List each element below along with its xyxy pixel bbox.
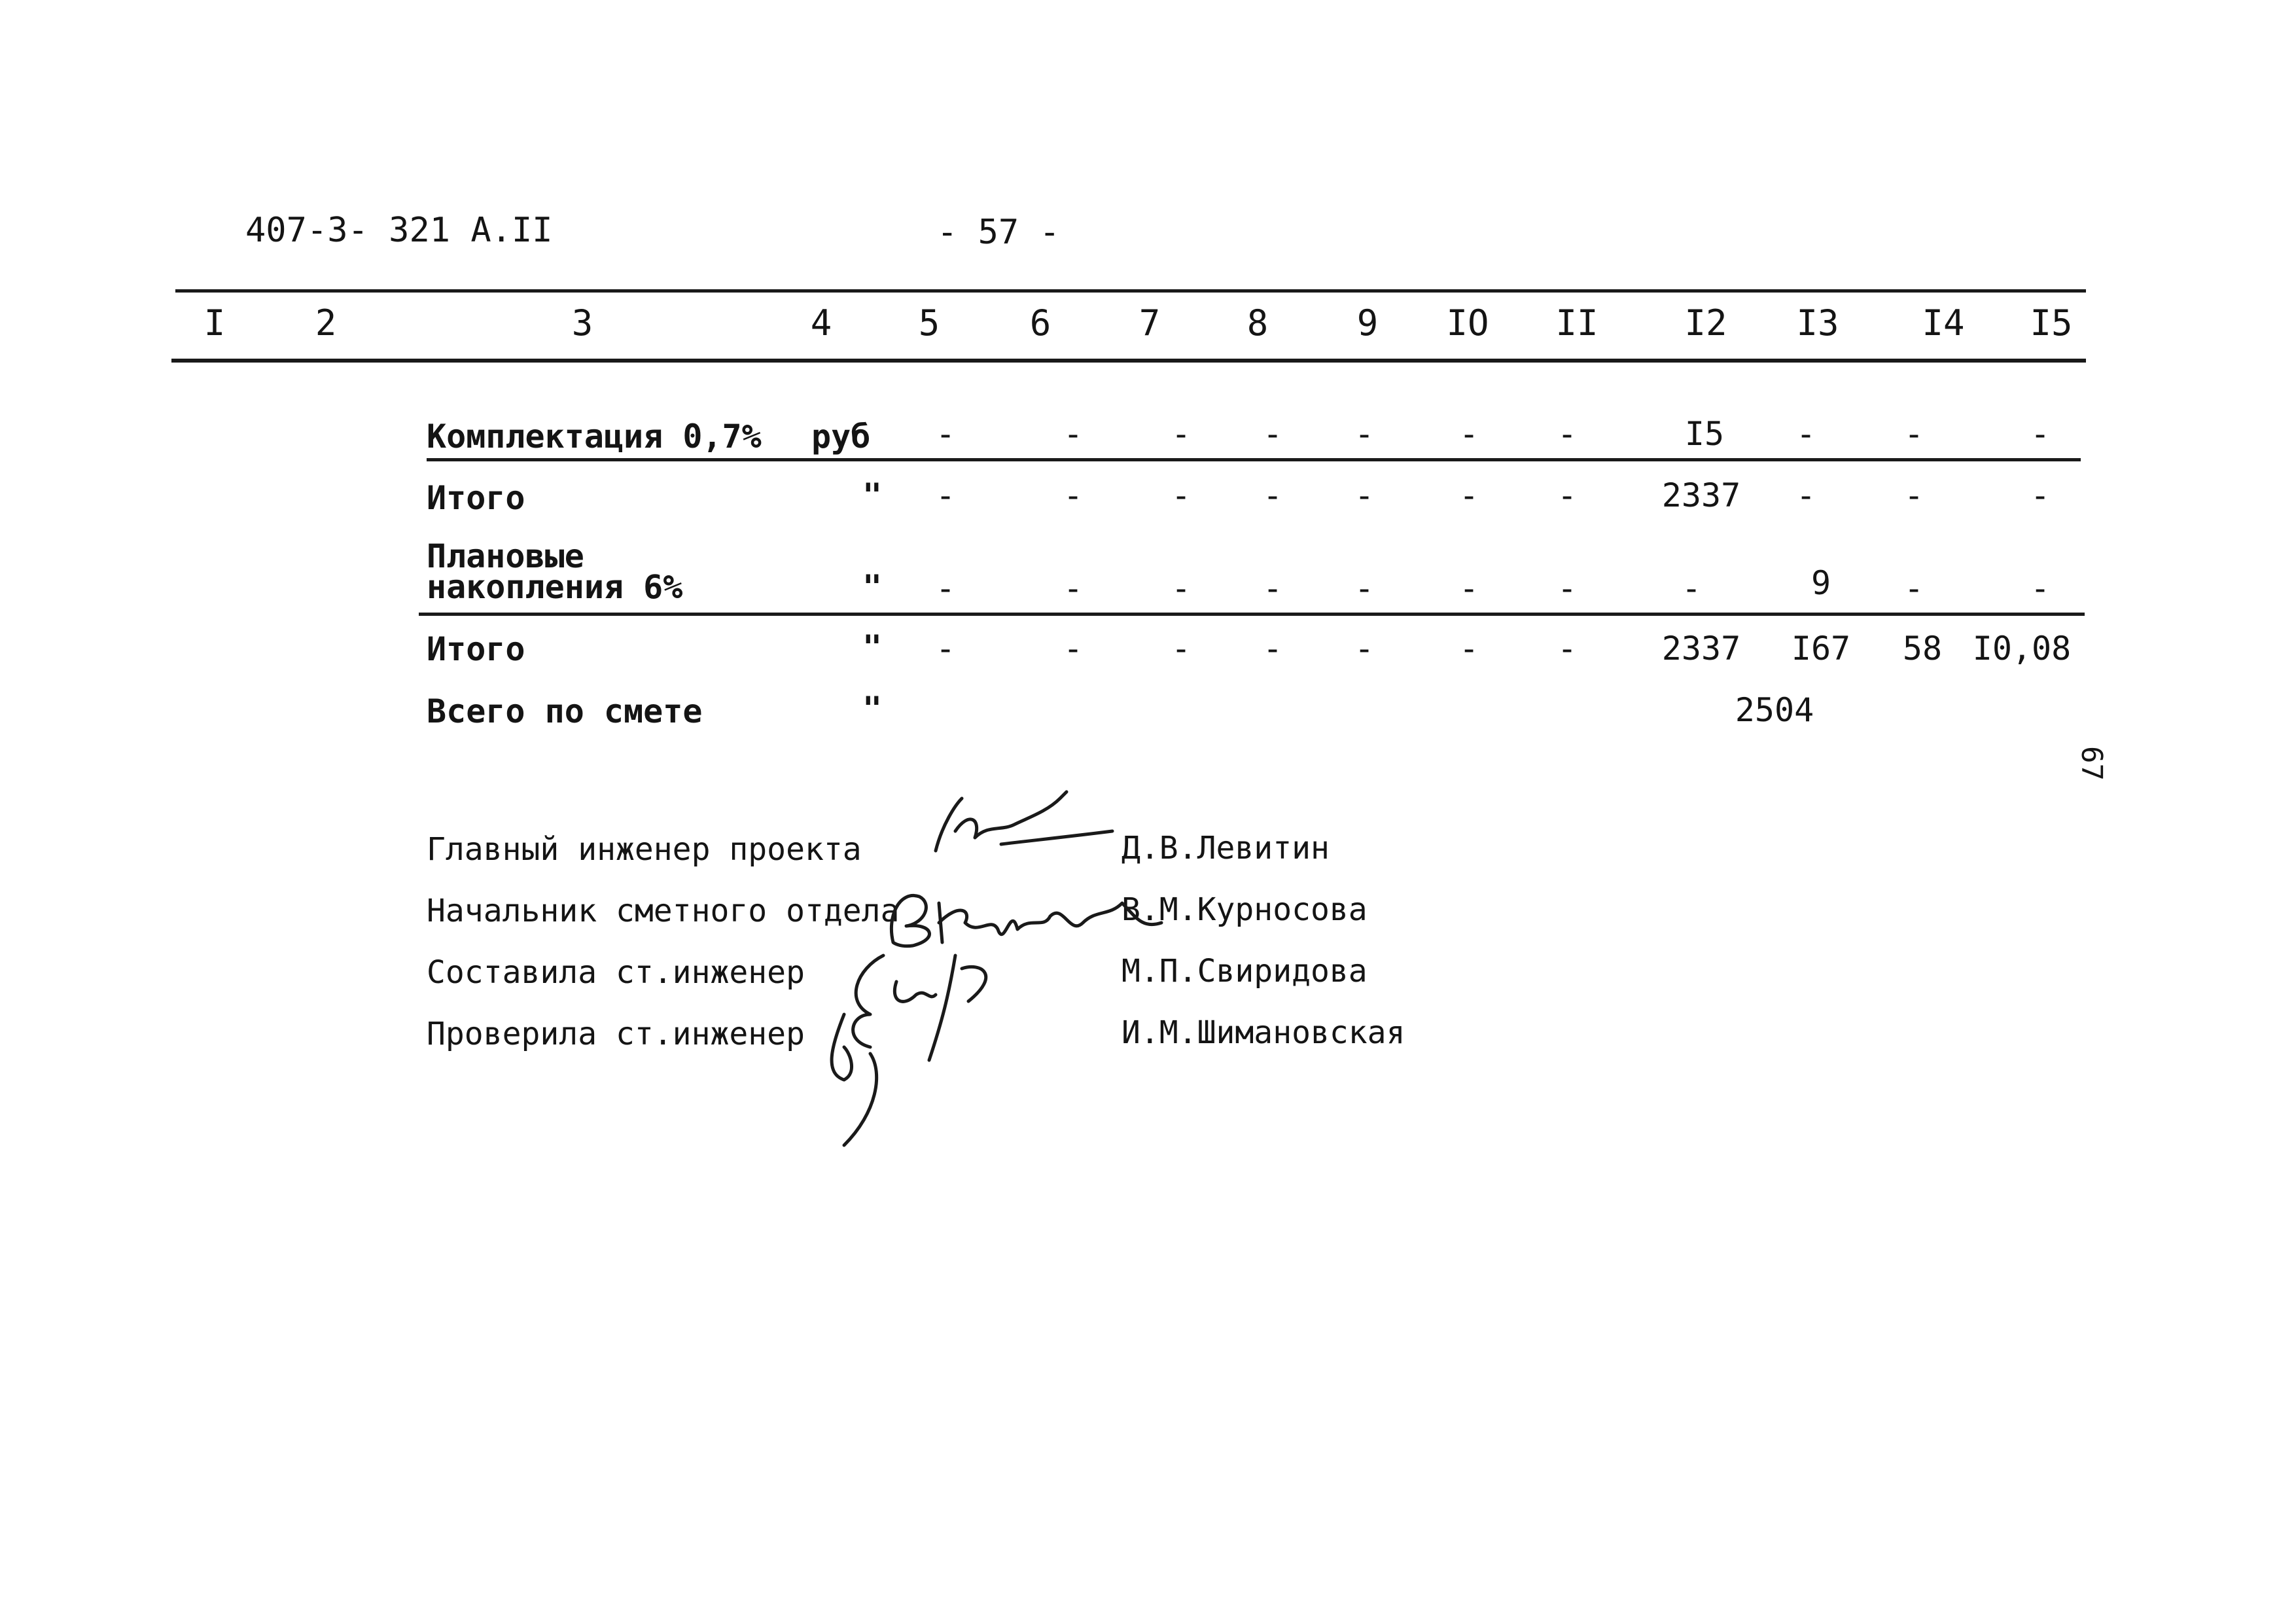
- table-cell: -: [1903, 476, 1924, 514]
- signature-name: Д.В.Левитин: [1122, 830, 1330, 866]
- table-cell: -: [1458, 569, 1479, 607]
- table-cell: I5: [1684, 415, 1725, 453]
- table-cell: -: [1354, 476, 1375, 514]
- column-number: I2: [1684, 302, 1727, 344]
- column-number: I3: [1796, 302, 1839, 344]
- table-cell: -: [1903, 415, 1924, 453]
- column-number: I4: [1922, 302, 1965, 344]
- table-cell: -: [1557, 630, 1578, 668]
- handwritten-signature: [805, 942, 1034, 1139]
- signature-title: Составила ст.инженер: [427, 954, 805, 991]
- signature-name: М.П.Свиридова: [1122, 953, 1368, 990]
- table-cell: -: [1458, 630, 1479, 668]
- row-unit: руб: [811, 418, 871, 455]
- row-unit: ": [862, 476, 883, 514]
- column-number: II: [1555, 302, 1598, 344]
- signature-title: Проверила ст.инженер: [427, 1016, 805, 1052]
- row-label: Плановые: [427, 537, 584, 575]
- table-cell: 9: [1810, 564, 1831, 602]
- table-cell: -: [935, 415, 956, 453]
- table-cell: -: [1354, 569, 1375, 607]
- table-cell: -: [1262, 476, 1283, 514]
- column-number: 9: [1356, 302, 1379, 344]
- table-cell: -: [1557, 569, 1578, 607]
- column-number: 7: [1139, 302, 1161, 344]
- table-cell: -: [1903, 569, 1924, 607]
- table-cell: -: [1063, 476, 1084, 514]
- table-cell: -: [1458, 415, 1479, 453]
- margin-note: 67: [2075, 746, 2108, 781]
- row-rule: [427, 458, 2081, 461]
- row-unit: ": [862, 690, 883, 728]
- signature-name: И.М.Шимановская: [1122, 1014, 1405, 1051]
- column-number: I: [203, 302, 226, 344]
- row-label: Комплектация 0,7%: [427, 418, 762, 455]
- table-cell: -: [1795, 415, 1816, 453]
- column-number: 4: [810, 302, 832, 344]
- row-label: накопления 6%: [427, 568, 683, 606]
- column-number: I5: [2030, 302, 2073, 344]
- row-label: Итого: [427, 479, 525, 517]
- table-cell: -: [1063, 569, 1084, 607]
- table-cell: -: [2030, 476, 2051, 514]
- page-number: - 57 -: [937, 213, 1060, 252]
- row-unit: ": [862, 568, 883, 606]
- table-cell: -: [1171, 630, 1192, 668]
- row-rule: [419, 613, 2085, 616]
- table-cell: I67: [1791, 630, 1851, 668]
- row-label: Всего по смете: [427, 692, 703, 730]
- signature-title: Начальник сметного отдела: [427, 893, 900, 929]
- table-cell: -: [1171, 569, 1192, 607]
- table-cell: 58: [1902, 630, 1943, 668]
- grand-total: 2504: [1735, 691, 1814, 729]
- table-cell: -: [935, 569, 956, 607]
- table-cell: -: [1681, 569, 1702, 607]
- table-cell: -: [1262, 415, 1283, 453]
- row-unit: ": [862, 628, 883, 666]
- table-cell: -: [1171, 415, 1192, 453]
- table-cell: -: [935, 476, 956, 514]
- table-header-bottom-rule: [171, 359, 2086, 363]
- table-cell: -: [1458, 476, 1479, 514]
- table-cell: -: [2030, 415, 2051, 453]
- table-cell: -: [1262, 569, 1283, 607]
- table-cell: -: [1262, 630, 1283, 668]
- table-cell: -: [1063, 630, 1084, 668]
- table-cell: -: [1354, 415, 1375, 453]
- table-cell: I0,08: [1972, 630, 2072, 668]
- table-cell: 2337: [1661, 630, 1741, 668]
- column-number: 8: [1246, 302, 1269, 344]
- column-number: 3: [571, 302, 593, 344]
- column-number: 5: [918, 302, 940, 344]
- column-number: IO: [1446, 302, 1489, 344]
- column-number: 6: [1029, 302, 1051, 344]
- table-cell: -: [935, 630, 956, 668]
- table-cell: -: [1063, 415, 1084, 453]
- signature-name: В.М.Курносова: [1122, 891, 1368, 928]
- table-cell: -: [1171, 476, 1192, 514]
- table-top-rule: [175, 289, 2086, 293]
- row-label: Итого: [427, 630, 525, 668]
- table-cell: 2337: [1661, 476, 1741, 514]
- table-cell: -: [1557, 415, 1578, 453]
- signature-title: Главный инженер проекта: [427, 831, 862, 868]
- table-cell: -: [1557, 476, 1578, 514]
- handwritten-signature: [929, 785, 1125, 877]
- table-cell: -: [1795, 476, 1816, 514]
- table-cell: -: [2030, 569, 2051, 607]
- document-code: 407-3- 321 А.II: [245, 211, 553, 250]
- table-cell: -: [1354, 630, 1375, 668]
- column-number: 2: [315, 302, 337, 344]
